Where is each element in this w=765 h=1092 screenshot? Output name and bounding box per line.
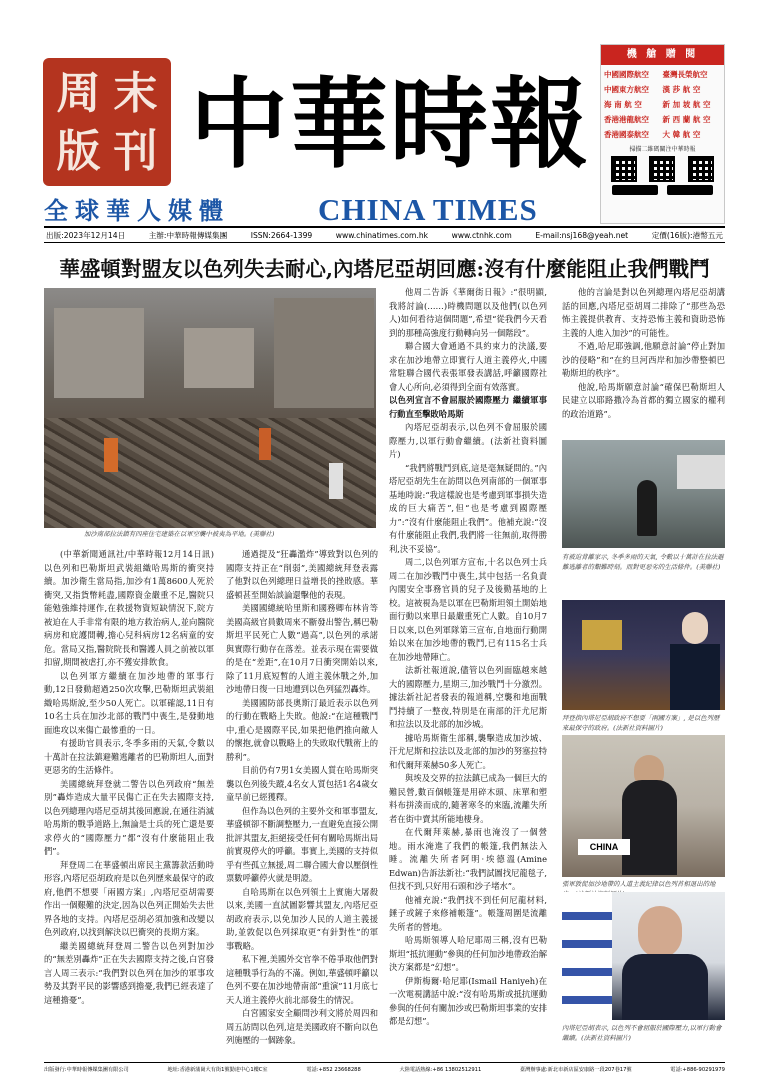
google-play-badge-icon[interactable] bbox=[667, 185, 713, 195]
photo-caption: 拜登指內塔尼亞胡政府不想要「兩國方案」, 是以色列歷來最保守的政府。(法新社資料圖片) bbox=[562, 714, 720, 732]
email-link[interactable]: E-mail:nsj168@yeah.net bbox=[535, 230, 629, 240]
netanyahu-photo bbox=[562, 892, 725, 1020]
paragraph: 自哈馬斯在以色列領土上實施大屠殺以來,美國一直試圖影響其盟友,內塔尼亞胡政府表示,以免加沙人民的人道主義援助,並敦促以色列採取更“有針對性”的軍事戰略。 bbox=[226, 886, 378, 951]
paragraph: 在代爾拜萊赫,暴雨也淹沒了一個營地。雨水淹進了我們的帳篷,我們無法入睡。流離失所者阿明·埃德溫(Amine Edwan)告訴法新社:“我們試圖找尼龍毯子,但找不到,只好用石頭和沙子堵水”。 bbox=[389, 827, 547, 891]
paragraph: 拜登周二在華盛頓出席民主黨籌款活動時形容,內塔尼亞胡政府是以色列歷來最保守的政府,他們不想要「兩國方案」,內塔尼亞胡需要作出一個艱難的決定,因為以色列正開始失去世界各地的支持。內塔尼亞胡必須加強和改變以色列政府,以找到解決以巴衝突的長期方案。 bbox=[44, 859, 214, 937]
issn: ISSN:2664-1399 bbox=[250, 230, 313, 240]
subheading: 以色列宣言不會屈服於國際壓力 繼續軍事行動直至擊敗哈馬斯 bbox=[389, 395, 547, 419]
footer-phone: 電話:+852 23668288 bbox=[306, 1067, 361, 1073]
qr-code-icon[interactable] bbox=[649, 156, 675, 182]
paragraph: 白宮國家安全顧問沙利文將於周四和周五訪問以色列,這是美國政府不斷向以色列施壓的一個跡象。 bbox=[226, 1008, 378, 1045]
main-headline: 華盛頓對盟友以色列失去耐心,內塔尼亞胡回應:沒有什麼能阻止我們戰鬥 bbox=[59, 257, 710, 281]
paragraph: 繼美國總統拜登周二警告以色列對加沙的“無差別轟炸”正在失去國際支持之後,白宮發言人周三表示:“我們對以色列在加沙的軍事攻勢及其對平民的影響感到擔憂,我們已經表達了這種擔憂”。 bbox=[44, 940, 214, 1005]
airline-item: 新 西 蘭 航 空 bbox=[662, 115, 711, 124]
qr-code-icon[interactable] bbox=[611, 156, 637, 182]
publisher: 主辦:中華時報傳媒集團 bbox=[148, 230, 228, 240]
paragraph: 美國國總統哈里斯和國務卿布林肯等美國高級官員數周來不斷發出警告,稱巴勒斯坦平民死亡人數“過高”,以色列的承諾與實際行動存在落差。並表示現在需要做的是在“差距”,在10月7日衝突開始以來,除了11月底短暫的人道主義休戰之外,加沙地帶日復一日地遭到以色列猛烈轟炸。 bbox=[226, 603, 378, 694]
paragraph: 據哈馬斯衛生部稱,襲擊造成加沙城、汗尤尼斯和拉法以及北部的加沙的努塞拉特和代爾拜萊赫50多人死亡。 bbox=[389, 732, 547, 770]
airline-item: 大 韓 航 空 bbox=[662, 130, 701, 139]
paragraph: 內塔尼亞胡表示,以色列不會屈服於國際壓力,以軍行動會繼續。(法新社資料圖片) bbox=[389, 422, 547, 459]
article-column-1 bbox=[44, 548, 214, 1050]
paragraph: (中華新聞通訊社/中華時報12月14日訊)以色列和巴勒斯坦武裝組織哈馬斯的衝突持續。加沙衛生當局指,加沙有1萬8600人死於衝突,又指貨幣耗盡,國際資金嚴重不足,醫院只能勉強維持運作,在救援物資短缺情況下,院方被迫在人手非常有限的地方救治病人,並向醫院病房和庇護間轉,擔心兒科病房12名病童的安危。當局又指,醫院院長和醫護人員之前被以軍扣留,期間被虐打,亦不獲安排飲食。 bbox=[44, 549, 214, 667]
qr-code-icon[interactable] bbox=[688, 156, 714, 182]
airline-item: 香港港龍航空 bbox=[604, 115, 649, 124]
airline-item: 中國東方航空 bbox=[604, 85, 649, 94]
paragraph: 但作為以色列的主要外交和軍事盟友,華盛頓卻不斷調整壓力,一直避免直接公開批評其盟友,拒絕接受任何有關哈馬斯出局前實現停火的呼籲。事實上,美國的支持似乎有些孤立無援,周二聯合國大會以壓倒性票數呼籲停火就是明證。 bbox=[226, 805, 378, 883]
seal-char: 周 bbox=[56, 68, 101, 119]
app-store-badges bbox=[601, 182, 724, 195]
photo-caption: 內塔尼亞胡表示, 以色列不會屈服於國際壓力,以軍行動會繼續。(法新社資料圖片) bbox=[562, 1024, 722, 1042]
website-link[interactable]: www.chinatimes.com.hk bbox=[335, 230, 429, 240]
airline-item: 中國國際航空 bbox=[604, 70, 649, 79]
photo-caption: 張軍敦促加沙地帶的人道主義紀律以色列首相退出的地 bbox=[562, 880, 716, 888]
paragraph: 不過,哈尼耶強調,他願意討論“停止對加沙的侵略”和“在約旦河西岸和加沙帶整頓巴勒斯坦的秩序”。 bbox=[562, 341, 725, 378]
article-column-4 bbox=[562, 286, 725, 436]
paragraph: 他的言論是對以色列總理內塔尼亞胡講話的回應,內塔尼亞胡周二排除了“那些為恐怖主義提供教育、支持恐怖主義和資助恐怖主義的人進入加沙”的可能性。 bbox=[562, 287, 725, 338]
issue-date: 出版:2023年12月14日 bbox=[46, 230, 126, 240]
paragraph: 與埃及交界的拉法鎮已成為一個巨大的難民營,數百個帳篷是用碎木頭、床單和塑料布拼湊而成的,隨著寒冬的來臨,流離失所者在街中賣其所能地棲身。 bbox=[389, 773, 547, 824]
publication-info-bar bbox=[44, 226, 725, 243]
newspaper-slogan: 全球華人媒體 bbox=[44, 197, 230, 225]
seal-char: 末 bbox=[113, 68, 158, 119]
airline-item: 臺灣長榮航空 bbox=[662, 70, 708, 79]
paragraph: 以色列軍方繼續在加沙地帶的軍事行動,12日發動超過250次攻擊,巴勒斯坦武裝組織哈馬斯說,至少50人死亡。以軍確認,11日有10名士兵在加沙北部的戰鬥中喪生,是發動地面進攻以來傷亡最慘重的一日。 bbox=[44, 670, 214, 735]
in-flight-sponsor-box bbox=[600, 44, 725, 224]
airline-list bbox=[601, 65, 724, 142]
rain-refugee-photo bbox=[562, 440, 725, 548]
paragraph: 有援助官員表示,冬季多雨的天氣,令數以十萬計在拉法鎮避難逃離者的巴勒斯坦人,面對更惡劣的生活條件。 bbox=[44, 738, 214, 775]
paragraph: 哈馬斯領導人哈尼耶周三稱,沒有巴勒斯坦“抵抗運動”參與的任何加沙地帶政治解決方案都是“幻想”。 bbox=[389, 935, 547, 972]
qr-code-row bbox=[601, 153, 724, 182]
paragraph: 私下裡,美國外交官拳不倦爭取他們對這種戰爭行為的不滿。例如,華盛頓呼籲以色列不要在加沙地帶南部“重演”11月底七天人道主義停火前北部發生的情況。 bbox=[226, 954, 378, 1005]
price: 定價(16版):港幣五元 bbox=[651, 230, 723, 240]
biden-photo bbox=[562, 600, 725, 710]
footer-hotline: 大陸電話熱線:+86 13802512911 bbox=[399, 1067, 482, 1073]
paragraph: 他周二告訴《華爾街日報》:“很明顯,我將討論(……)時機問題以及他們(以色列人)如何看待這個問題”,希望“從我們今天看到的那種高強度行動轉向另一個階段”。 bbox=[389, 287, 547, 338]
paragraph: 聯合國大會通過不具約束力的決議,要求在加沙地帶立即實行人道主義停火,中國常駐聯合國代表張軍發表講話,呼籲國際社會人心所向,必須得到全面有效落實。 bbox=[389, 341, 547, 392]
photo-caption: 加沙南部拉法鎮有四座住宅建築在以軍空襲中被夷為平地。(美聯社) bbox=[84, 530, 275, 538]
seal-char: 版 bbox=[56, 126, 101, 177]
airline-item: 漢 莎 航 空 bbox=[662, 85, 701, 94]
article-column-2 bbox=[226, 548, 378, 1050]
country-nameplate: CHINA bbox=[578, 839, 630, 855]
paragraph: 通過提及“狂轟濫炸”導致對以色列的國際支持正在“削弱”,美國總統拜登表露了他對以色列總理日益增長的挫敗感。華盛頓甚至開始談論還擊他的表現。 bbox=[226, 549, 378, 600]
paragraph: 他補充說:“我們找不到任何尼龍材料,錘子或鏟子來修補帳篷”。帳篷周圍是流離失所者的營地。 bbox=[389, 894, 547, 932]
app-store-badge-icon[interactable] bbox=[612, 185, 658, 195]
paragraph: 美國國防部長奧斯汀最近表示以色列的行動在戰略上失敗。他說:“在這種戰鬥中,重心是國際平民,如果把他們推向敵人的懷抱,就會以戰略上的失敗取代戰術上的勝利”。 bbox=[226, 697, 378, 762]
airline-item: 香港國泰航空 bbox=[604, 130, 649, 139]
newspaper-title: 中華時報 bbox=[190, 67, 591, 182]
footer-tel: 電話:+886-90291979 bbox=[670, 1067, 725, 1073]
footer-address: 地址:香港新蒲崗大有街1號勤達中心1樓C室 bbox=[167, 1067, 268, 1073]
paragraph: “我們將戰鬥到底,這是毫無疑問的。”內塔尼亞胡先生在訪問以色列南部的一個軍事基地時說:“我這樣說也是考慮到軍事損失造成的巨大痛苦”,但“也是考慮到國際壓力”:“沒有什麼能阻止我們”。他補充說:“沒有什麼能阻止我們,我們將一往無前,取得勝利,決不妥協”。 bbox=[389, 462, 547, 554]
seal-char: 刊 bbox=[113, 126, 158, 177]
zhang-jun-photo bbox=[562, 735, 725, 877]
paragraph: 目前仍有7男1女美國人質在哈馬斯突襲以色列後失蹤,4名女人質包括1名4歲女童早前已經獲釋。 bbox=[226, 765, 378, 802]
photo-caption: 有被迫背離家示, 冬季多雨的天氣, 令數以十萬計在拉法避難逃離者的艱難時刻。而對更惡劣的生活條件。(美聯社) bbox=[562, 553, 724, 571]
scan-qr-label: 掃描二維碼關注中華時報 bbox=[629, 146, 696, 153]
page-footer bbox=[44, 1062, 725, 1076]
footer-branch: 臺灣辦事處:新北市新店區安康路一段207巷17號 bbox=[519, 1067, 632, 1073]
airline-item: 海 南 航 空 bbox=[604, 100, 642, 109]
newspaper-seal-logo bbox=[43, 58, 171, 186]
paragraph: 他說,哈馬斯願意討論“確保巴勒斯坦人民建立以耶路撒冷為首都的獨立國家的權利的政治道路”。 bbox=[562, 381, 725, 419]
paragraph: 伊斯梅爾·哈尼耶(Ismail Haniyeh)在一次電視講話中說:“沒有哈馬斯或抵抗運動參與的任何有關加沙或巴勒斯坦事業的安排都是幻想”。 bbox=[389, 975, 547, 1026]
article-column-3 bbox=[389, 286, 547, 1050]
footer-publisher: 出版發行:中華時報傳媒集團有限公司 bbox=[44, 1067, 129, 1073]
paragraph: 周二,以色列軍方宣布,十名以色列士兵周二在加沙戰鬥中喪生,其中包括一名負責內閣安全事務官員的兒子及後勤基地的上校。這被視為是以軍在巴勒斯坦領土開始地面行動以來單日最嚴重死亡人數。自10月7日以來,以色列軍隊第三宣布,自地面行動開始以來在加沙地帶的戰鬥,已有115名士兵在加沙地帶陣亡。 bbox=[389, 557, 547, 662]
newspaper-english-name: CHINA TIMES bbox=[318, 192, 538, 227]
airline-item: 新 加 坡 航 空 bbox=[662, 100, 711, 109]
gaza-rubble-photo bbox=[44, 288, 376, 528]
paragraph: 法新社報道說,儘管以色列面臨越來越大的國際壓力,星期三,加沙戰鬥十分激烈。據法新社記者發表的報道稱,空襲和地面戰鬥持續了一整夜,特別是在南部的汗尤尼斯和拉法以及北部的加沙城。 bbox=[389, 665, 547, 729]
paragraph: 美國總統拜登就二警告以色列政府“無差別”轟炸造成大量平民傷亡正在失去國際支持,以色列總理內塔尼亞胡其後回應說,在通往消滅哈馬斯的戰爭道路上,無論是士兵的死亡還是要求停火的“國際壓力”都“沒有什麼能阻止我們”。 bbox=[44, 778, 214, 856]
sponsor-heading: 機 艙 贈 閱 bbox=[601, 45, 724, 65]
website-link[interactable]: www.ctnhk.com bbox=[451, 230, 512, 240]
